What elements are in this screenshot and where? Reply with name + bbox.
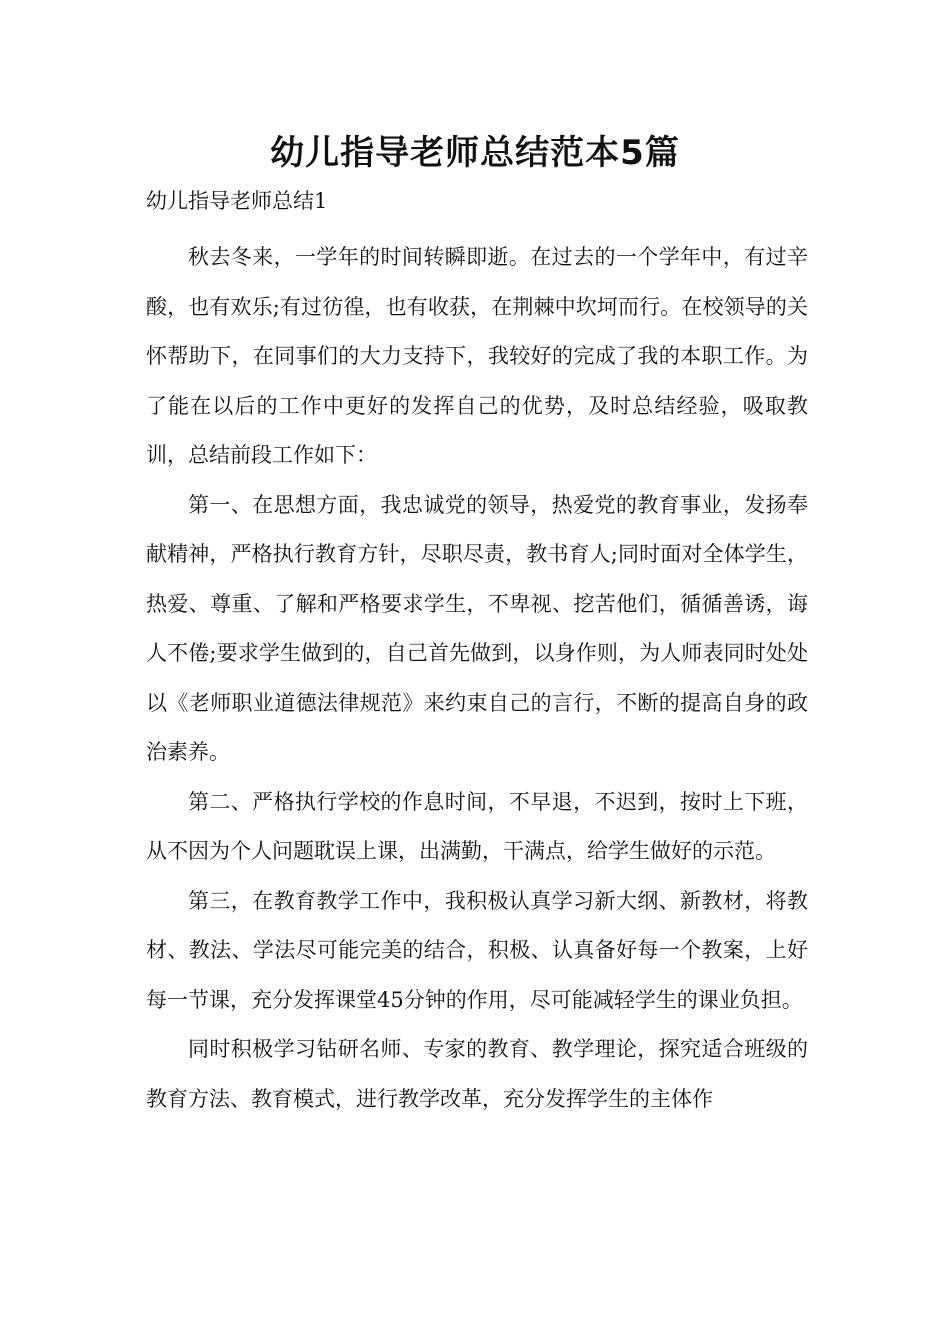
paragraph-second-point: 第二、严格执行学校的作息时间，不早退，不迟到，按时上下班，从不因为个人问题耽误上课，出满勤，干满点，给学生做好的示范。 xyxy=(146,789,808,863)
paragraph-first-point: 第一、在思想方面，我忠诚党的领导，热爱党的教育事业，发扬奉献精神，严格执行教育方针，尽职尽责，教书育人;同时面对全体学生，热爱、尊重、了解和严格要求学生，不卑视、挖苦他们，循循善诱，诲人不倦;要求学生做到的，自己首先做到，以身作则，为人师表同时处处以《老师职业道德法律规范》来约束自己的言行，不断的提高自身的政治素养。 xyxy=(146,492,808,764)
paragraph-third-point: 第三，在教育教学工作中，我积极认真学习新大纲、新教材，将教材、教法、学法尽可能完美的结合，积极、认真备好每一个教案，上好每一节课，充分发挥课堂45分钟的作用，尽可能减轻学生的课业负担。 xyxy=(146,888,808,1012)
document-body xyxy=(146,233,808,1124)
section-heading: 幼儿指导老师总结1 xyxy=(146,189,328,213)
paragraph-intro: 秋去冬来，一学年的时间转瞬即逝。在过去的一个学年中，有过辛酸，也有欢乐;有过彷徨，也有收获，在荆棘中坎坷而行。在校领导的关怀帮助下，在同事们的大力支持下，我较好的完成了我的本职工作。为了能在以后的工作中更好的发挥自己的优势，及时总结经验，吸取教训，总结前段工作如下： xyxy=(146,245,808,467)
paragraph-continuation: 同时积极学习钻研名师、专家的教育、教学理论，探究适合班级的教育方法、教育模式，进行教学改革，充分发挥学生的主体作 xyxy=(146,1037,808,1111)
document-title: 幼儿指导老师总结范本5篇 xyxy=(270,133,680,173)
